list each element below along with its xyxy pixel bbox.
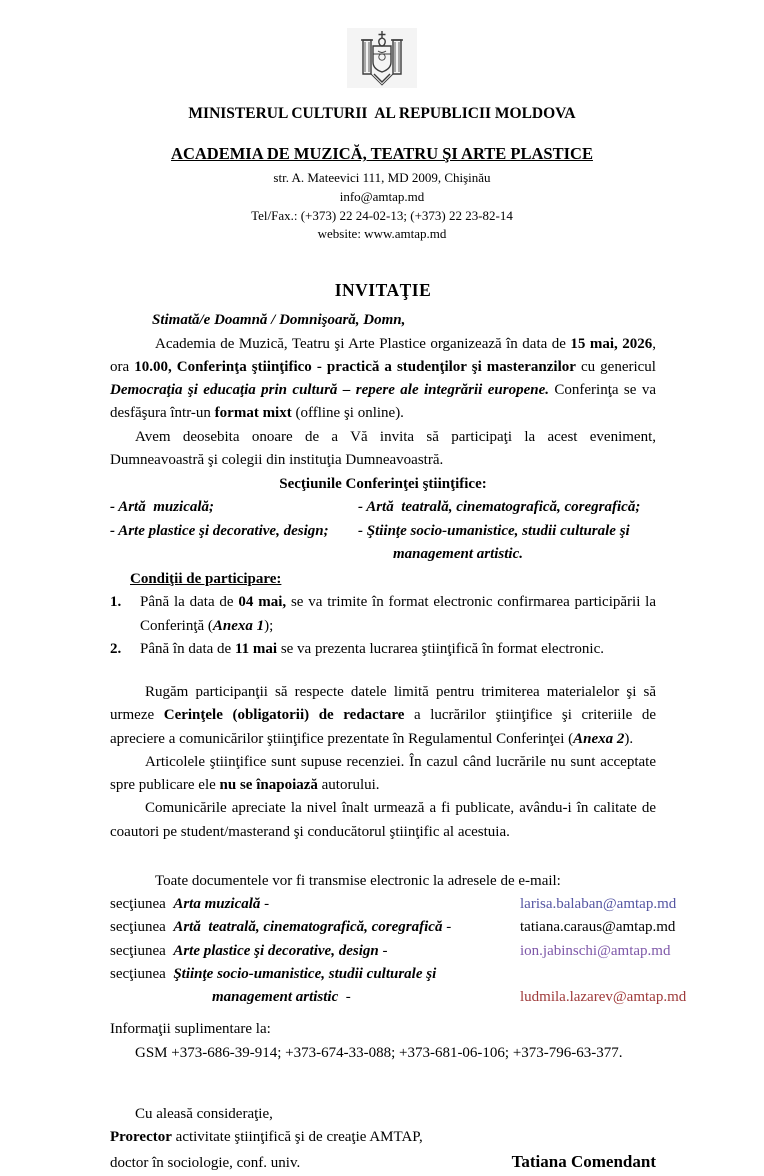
text-run: Până în data de xyxy=(140,640,235,657)
paragraph-publication: Comunicările apreciate la nivel înalt urmează a fi publicate, avându-i în calitate de coautori pe student/masterand şi conducătorul ştiinţific al acestuia. xyxy=(110,800,656,840)
text-run: ); xyxy=(264,617,274,634)
section-name: management artistic xyxy=(212,989,346,1006)
letterhead xyxy=(0,0,764,96)
section-label: secţiunea xyxy=(110,942,166,959)
additional-info-label: Informaţii suplimentare la: xyxy=(110,1021,271,1038)
section-item-plastic-arts: - Arte plastice şi decorative, design; xyxy=(110,522,329,539)
gsm-numbers: GSM +373-686-39-914; +373-674-33-088; +373-681-06-106; +373-796-63-377. xyxy=(135,1044,623,1061)
no-return-bold: nu se înapoiază xyxy=(219,777,318,794)
telfax-line: Tel/Fax.: (+373) 22 24-02-13; (+373) 22 23-82-14 xyxy=(251,207,513,223)
text-run: (offline şi online). xyxy=(291,405,404,422)
section-item-music: - Artă muzicală; xyxy=(110,499,215,516)
email-row-socio-line1 xyxy=(110,963,656,986)
signatory-role xyxy=(110,1126,656,1149)
text-run: activitate ştiinţifică şi de creaţie AMTAP, xyxy=(171,1129,423,1146)
event-theme: Democraţia şi educaţia prin cultură – repere ale integrării europene. xyxy=(110,382,549,399)
condition-text xyxy=(140,638,656,661)
text-run: a lucrărilor ştiinţifice şi criteriile de apreciere a comunicărilor ştiinţifice prezentate în Regulamentul Conferinţei ( xyxy=(110,707,657,747)
academy-address xyxy=(0,169,764,244)
sections-row xyxy=(110,496,656,519)
signatory-name: Tatiana Comendant xyxy=(511,1152,656,1172)
emails-intro: Toate documentele vor fi transmise electronic la adresele de e-mail: xyxy=(155,872,561,889)
section-label: secţiunea xyxy=(110,896,166,913)
dash: - xyxy=(264,896,270,913)
dash: - xyxy=(382,942,388,959)
role-title: Prorector xyxy=(110,1129,172,1146)
text-run: se va prezenta lucrarea ştiinţifică în format electronic. xyxy=(277,640,604,657)
signature-line xyxy=(110,1149,656,1175)
text-run: ). xyxy=(624,730,634,747)
website-line[interactable]: website: www.amtap.md xyxy=(317,226,447,242)
email-row-music xyxy=(110,893,677,916)
anexa-1-ref: Anexa 1 xyxy=(212,617,265,634)
email-ludmila-lazarev[interactable]: ludmila.lazarev@amtap.md xyxy=(520,989,687,1006)
section-item-theatre: - Artă teatrală, cinematografică, coregrafică; xyxy=(358,499,641,516)
section-label: secţiunea xyxy=(110,965,166,982)
requirements-bold: Cerinţele (obligatorii) de redactare xyxy=(163,707,405,724)
anexa-2-ref: Anexa 2 xyxy=(573,730,625,747)
paragraph-invite: Avem deosebita onoare de a Vă invita să participaţi la acest eveniment, Dumneavoastră şi colegii din instituţia Dumneavoastră. xyxy=(110,428,656,468)
text-run: , ora xyxy=(110,335,656,375)
text-run: Până la data de xyxy=(140,594,239,611)
list-number: 2. xyxy=(110,640,122,657)
text-run: Rugăm participanţii să respecte datele limită pentru trimiterea materialelor şi să urmeze xyxy=(110,684,656,724)
ministry-title: MINISTERUL CULTURII AL REPUBLICII MOLDOVA xyxy=(188,105,576,123)
conditions-heading: Condiţii de participare: xyxy=(130,571,282,588)
section-name: Artă teatrală, cinematografică, coregrafică xyxy=(173,919,447,936)
section-label: secţiunea xyxy=(110,919,166,936)
deadline-1: 04 mai, xyxy=(238,594,287,611)
dash: - xyxy=(446,919,452,936)
salutation: Stimată/e Doamnă / Domnişoară, Domn, xyxy=(152,312,406,329)
text-run: cu genericul xyxy=(575,358,656,375)
condition-item-1 xyxy=(110,591,656,638)
list-number: 1. xyxy=(110,594,122,611)
text-run: autorului. xyxy=(317,777,380,794)
email-row-socio-line2 xyxy=(110,986,687,1009)
paragraph-review xyxy=(110,751,656,798)
sections-row xyxy=(110,520,656,543)
email-tatiana-caraus[interactable]: tatiana.caraus@amtap.md xyxy=(520,919,676,936)
info-email[interactable]: info@amtap.md xyxy=(339,188,425,204)
text-run: Articolele ştiinţifice sunt supuse recenziei. În cazul când lucrările nu sunt acceptate spre publicare ele xyxy=(110,753,656,794)
section-name: Ştiinţe socio-umanistice, studii culturale şi xyxy=(173,965,437,982)
condition-text xyxy=(140,591,656,638)
event-name: 10.00, Conferinţa ştiinţifico - practică a studenţilor şi masteranzilor xyxy=(134,358,576,375)
academy-title: ACADEMIA DE MUZICĂ, TEATRU ŞI ARTE PLASTICE xyxy=(171,144,593,164)
address-line: str. A. Mateevici 111, MD 2009, Chişinău xyxy=(273,169,491,185)
email-ion-jabinschi[interactable]: ion.jabinschi@amtap.md xyxy=(520,942,671,959)
sections-row xyxy=(110,543,656,566)
dash: - xyxy=(345,989,351,1006)
email-larisa-balaban[interactable]: larisa.balaban@amtap.md xyxy=(520,896,677,913)
section-name: Arta muzicală xyxy=(173,896,265,913)
condition-item-2 xyxy=(110,638,656,661)
format-mixt: format mixt xyxy=(214,405,292,422)
email-row-theatre xyxy=(110,916,676,939)
moldova-coat-of-arms-icon xyxy=(347,28,417,88)
sections-heading: Secţiunile Conferinţei ştiinţifice: xyxy=(279,476,487,493)
text-run: Academia de Muzică, Teatru şi Arte Plastice organizează în data de xyxy=(155,335,571,352)
closing-regards: Cu aleasă consideraţie, xyxy=(135,1105,273,1122)
document-title: INVITAŢIE xyxy=(334,280,432,301)
section-item-socio: - Ştiinţe socio-umanistice, studii culturale şi xyxy=(358,522,630,539)
email-row-plastic-arts xyxy=(110,940,671,963)
paragraph-requirements xyxy=(110,681,656,751)
text-run: se va trimite în format electronic confirmarea participării la Conferinţă ( xyxy=(140,594,657,634)
section-item-socio-cont: management artistic. xyxy=(393,545,524,562)
section-name: Arte plastice şi decorative, design xyxy=(173,942,383,959)
signatory-degree: doctor în sociologie, conf. univ. xyxy=(110,1155,301,1172)
sections-list xyxy=(110,496,656,566)
deadline-2: 11 mai xyxy=(234,640,278,657)
paragraph-event xyxy=(110,333,656,426)
text-run: Conferinţa se va desfăşura într-un xyxy=(110,382,656,422)
event-date: 15 mai, 2026 xyxy=(570,335,653,352)
